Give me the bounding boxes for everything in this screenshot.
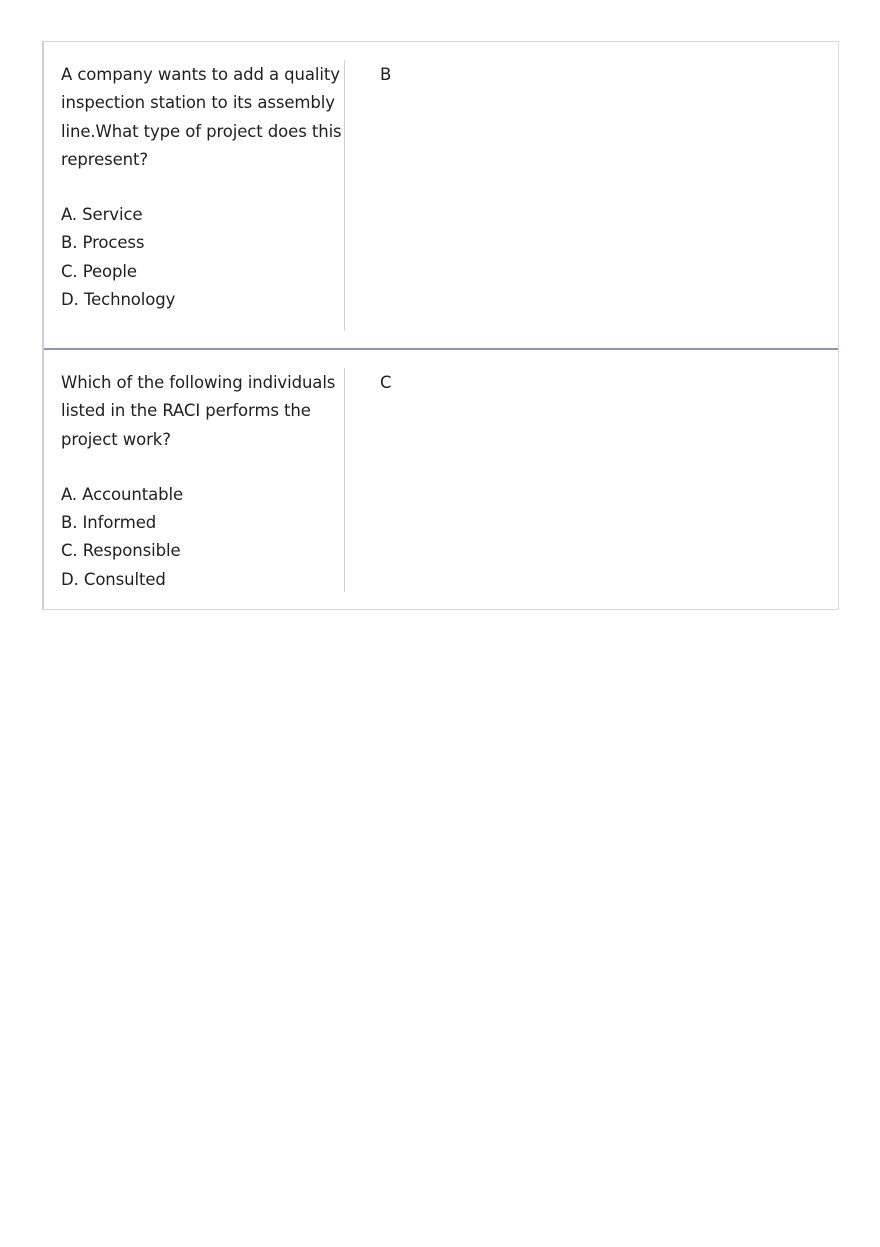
option-item: D. Technology (61, 289, 176, 309)
option-item: C. People (61, 261, 137, 281)
options-list (61, 201, 343, 314)
question-text: Which of the following individuals listed in the RACI performs the project work? (61, 373, 336, 449)
option-item: A. Service (61, 205, 143, 225)
option-item: B. Informed (61, 513, 157, 533)
question-text: A company wants to add a quality inspection station to its assembly line.What type of project does this represent? (61, 65, 342, 169)
flashcard (44, 42, 838, 350)
option-item: B. Process (61, 233, 145, 253)
option-item: A. Accountable (61, 484, 184, 504)
question-column (61, 61, 343, 314)
option-item: D. Consulted (61, 569, 166, 589)
question-column (61, 369, 343, 594)
answer-text: C (380, 373, 392, 392)
answer-text: B (380, 65, 392, 84)
flashcard (44, 350, 838, 609)
options-list (61, 481, 343, 594)
flashcard-table (42, 41, 839, 610)
column-divider (344, 368, 345, 592)
column-divider (344, 60, 345, 331)
option-item: C. Responsible (61, 541, 181, 561)
